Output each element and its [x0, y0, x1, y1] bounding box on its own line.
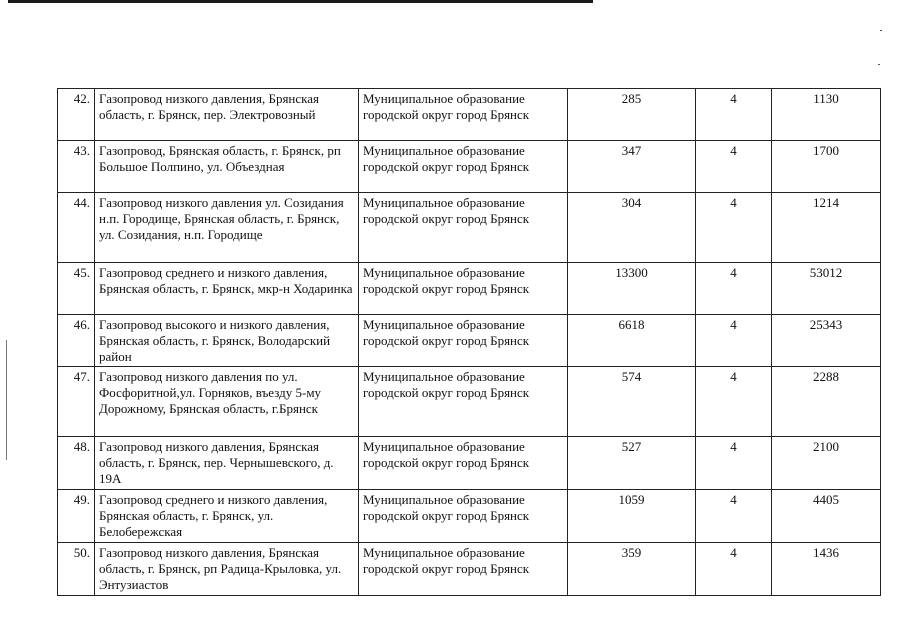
length-value: 574	[568, 367, 696, 437]
length-value: 6618	[568, 315, 696, 367]
row-number: 48.	[58, 437, 95, 490]
row-number: 43.	[58, 141, 95, 193]
length-value: 359	[568, 543, 696, 596]
amount-value: 25343	[772, 315, 881, 367]
category-value: 4	[696, 89, 772, 141]
table-row	[58, 263, 881, 315]
category-value: 4	[696, 490, 772, 543]
pipeline-name: Газопровод высокого и низкого давления, Брянская область, г. Брянск, Володарский район	[95, 315, 359, 367]
row-number: 49.	[58, 490, 95, 543]
amount-value: 1214	[772, 193, 881, 263]
length-value: 285	[568, 89, 696, 141]
amount-value: 1130	[772, 89, 881, 141]
owner: Муниципальное образование городской округ город Брянск	[359, 141, 568, 193]
owner: Муниципальное образование городской округ город Брянск	[359, 543, 568, 596]
table-row	[58, 543, 881, 596]
row-number: 44.	[58, 193, 95, 263]
length-value: 347	[568, 141, 696, 193]
table-row	[58, 89, 881, 141]
row-number: 50.	[58, 543, 95, 596]
category-value: 4	[696, 263, 772, 315]
owner: Муниципальное образование городской округ город Брянск	[359, 367, 568, 437]
owner: Муниципальное образование городской округ город Брянск	[359, 193, 568, 263]
pipeline-name: Газопровод среднего и низкого давления, Брянская область, г. Брянск, ул. Белобережская	[95, 490, 359, 543]
scan-top-border	[8, 0, 593, 3]
owner: Муниципальное образование городской округ город Брянск	[359, 315, 568, 367]
category-value: 4	[696, 437, 772, 490]
category-value: 4	[696, 141, 772, 193]
length-value: 527	[568, 437, 696, 490]
pipeline-name: Газопровод среднего и низкого давления, Брянская область, г. Брянск, мкр-н Ходаринка	[95, 263, 359, 315]
table-row	[58, 437, 881, 490]
gas-pipeline-table	[57, 88, 881, 596]
pipeline-name: Газопровод низкого давления, Брянская область, г. Брянск, пер. Чернышевского, д. 19А	[95, 437, 359, 490]
table-row	[58, 490, 881, 543]
pipeline-name: Газопровод низкого давления по ул. Фосфоритной,ул. Горняков, въезду 5-му Дорожному, Брянская область, г.Брянск	[95, 367, 359, 437]
owner: Муниципальное образование городской округ город Брянск	[359, 89, 568, 141]
length-value: 13300	[568, 263, 696, 315]
amount-value: 53012	[772, 263, 881, 315]
table-row	[58, 193, 881, 263]
row-number: 42.	[58, 89, 95, 141]
scan-speck	[880, 30, 882, 31]
category-value: 4	[696, 543, 772, 596]
length-value: 1059	[568, 490, 696, 543]
amount-value: 1700	[772, 141, 881, 193]
amount-value: 4405	[772, 490, 881, 543]
owner: Муниципальное образование городской округ город Брянск	[359, 263, 568, 315]
pipeline-name: Газопровод низкого давления, Брянская область, г. Брянск, рп Радица-Крыловка, ул. Энтузиастов	[95, 543, 359, 596]
pipeline-name: Газопровод низкого давления ул. Созидания н.п. Городище, Брянская область, г. Брянск, ул. Созидания, н.п. Городище	[95, 193, 359, 263]
pipeline-name: Газопровод, Брянская область, г. Брянск, рп Большое Полпино, ул. Объездная	[95, 141, 359, 193]
scan-speck	[878, 64, 880, 65]
category-value: 4	[696, 315, 772, 367]
pipeline-name: Газопровод низкого давления, Брянская область, г. Брянск, пер. Электровозный	[95, 89, 359, 141]
category-value: 4	[696, 367, 772, 437]
amount-value: 1436	[772, 543, 881, 596]
table-row	[58, 367, 881, 437]
owner: Муниципальное образование городской округ город Брянск	[359, 490, 568, 543]
table-row	[58, 315, 881, 367]
owner: Муниципальное образование городской округ город Брянск	[359, 437, 568, 490]
amount-value: 2288	[772, 367, 881, 437]
row-number: 47.	[58, 367, 95, 437]
amount-value: 2100	[772, 437, 881, 490]
category-value: 4	[696, 193, 772, 263]
row-number: 45.	[58, 263, 95, 315]
scan-left-edge	[6, 340, 7, 460]
row-number: 46.	[58, 315, 95, 367]
table-row	[58, 141, 881, 193]
length-value: 304	[568, 193, 696, 263]
